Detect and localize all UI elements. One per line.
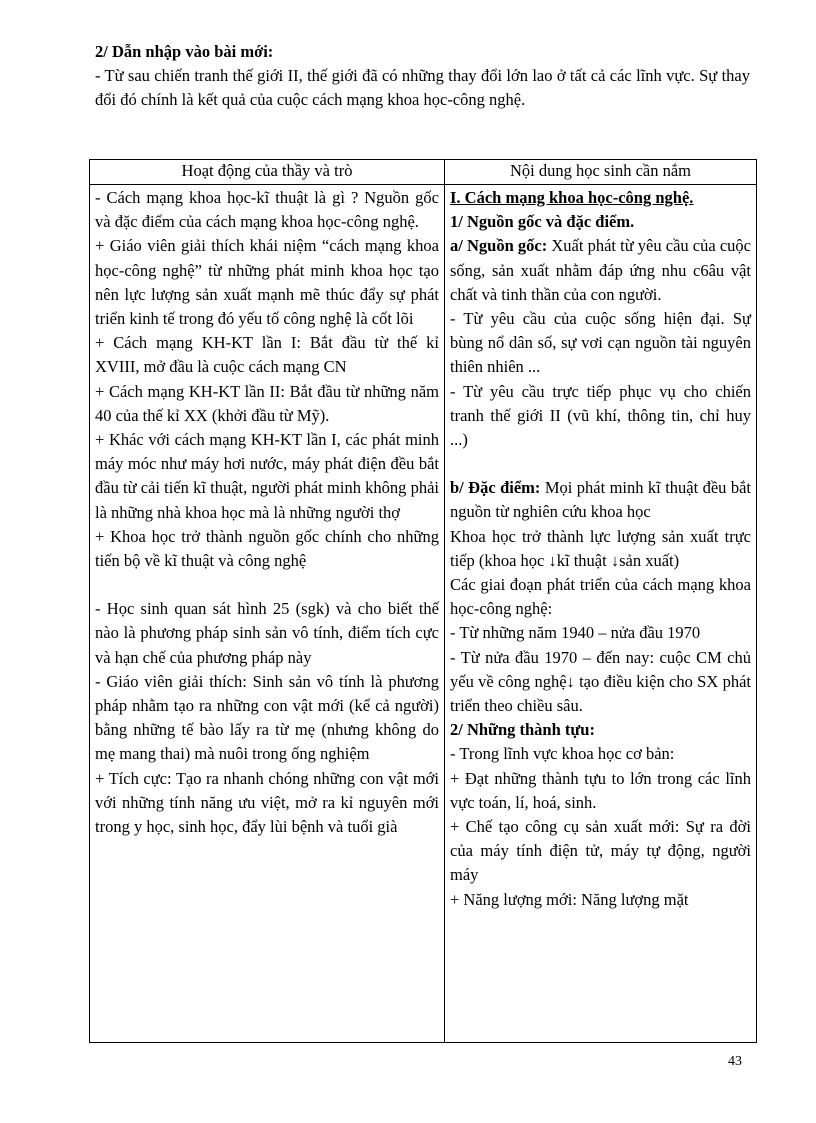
left-paragraph: + Cách mạng KH-KT lần I: Bắt đầu từ thế kỉ XVIII, mở đầu là cuộc cách mạng CN (95, 333, 439, 377)
table-header-row (90, 160, 757, 185)
subsection-title-origin: 1/ Nguồn gốc và đặc điểm. (450, 212, 635, 232)
header-teacher-activity: Hoạt động của thầy và trò (90, 160, 445, 185)
right-paragraph: - Trong lĩnh vực khoa học cơ bản: (450, 744, 675, 764)
feature-label: b/ Đặc điểm: (450, 478, 541, 498)
spacer (450, 452, 751, 476)
left-paragraph: - Giáo viên giải thích: Sinh sản vô tính là phương pháp nhằm tạo ra những con vật mới (kể cả người) bằng những tế bào lấy ra từ mẹ (nhưng không do mẹ mang thai) mà nuôi trong ống nghiệm (95, 671, 439, 764)
right-paragraph: - Từ yêu cầu trực tiếp phục vụ cho chiến tranh thế giới II (vũ khí, thông tin, chỉ huy ...) (450, 381, 751, 450)
origin-label: a/ Nguồn gốc: (450, 236, 548, 256)
left-paragraph: + Khoa học trở thành nguồn gốc chính cho những tiến bộ về kĩ thuật và công nghệ (95, 526, 439, 571)
left-paragraph: + Cách mạng KH-KT lần II: Bắt đầu từ những năm 40 của thế kỉ XX (khởi đầu từ Mỹ). (95, 381, 439, 425)
right-paragraph: Khoa học trở thành lực lượng sản xuất trực tiếp (khoa học ↓kĩ thuật ↓sản xuất) (450, 526, 751, 570)
left-paragraph: - Cách mạng khoa học-kĩ thuật là gì ? Nguồn gốc và đặc điểm của cách mạng khoa học-công nghệ. (95, 188, 439, 232)
intro-section (95, 40, 750, 112)
left-paragraph: + Giáo viên giải thích khái niệm “cách mạng khoa học-công nghệ” từ những phát minh khoa học tạo nên lực lượng sản xuất mạnh mẽ thúc đẩy sự phát triển kinh tế trong đó yếu tố công nghệ là cốt lõi (95, 236, 439, 329)
feature-paragraph (450, 476, 751, 524)
left-paragraph: + Tích cực: Tạo ra nhanh chóng những con vật mới với những tính năng ưu việt, mở ra kỉ nguyên mới trong y học, sinh học, đẩy lùi bệnh và tuổi già (95, 768, 439, 837)
left-column (90, 185, 445, 1043)
left-paragraph: - Học sinh quan sát hình 25 (sgk) và cho biết thế nào là phương pháp sinh sản vô tính, điểm tích cực và hạn chế của phương pháp này (95, 599, 439, 667)
right-paragraph: - Từ nửa đầu 1970 – đến nay: cuộc CM chủ yếu về công nghệ↓ tạo điều kiện cho SX phát triển theo chiều sâu. (450, 647, 751, 716)
header-student-content: Nội dung học sinh cần nắm (445, 160, 757, 185)
right-paragraph: + Chế tạo công cụ sản xuất mới: Sự ra đời của máy tính điện tử, máy tự động, người máy (450, 817, 751, 885)
intro-heading: 2/ Dẫn nhập vào bài mới: (95, 42, 274, 61)
intro-paragraph: - Từ sau chiến tranh thế giới II, thế giới đã có những thay đổi lớn lao ở tất cả các lĩnh vực. Sự thay đổi đó chính là kết quả của cuộc cách mạng khoa học-công nghệ. (95, 66, 750, 109)
lesson-table (89, 159, 757, 1043)
origin-text: Xuất phát từ yêu cầu của cuộc sống, sản xuất nhằm đáp ứng nhu c6âu vật chất và tinh thần của con người. (450, 236, 752, 304)
origin-paragraph (450, 234, 751, 307)
right-paragraph: Các giai đoạn phát triển của cách mạng khoa học-công nghệ: (450, 575, 751, 619)
subsection-title-achievements: 2/ Những thành tựu: (450, 720, 595, 740)
left-paragraph: + Khác với cách mạng KH-KT lần I, các phát minh máy móc như máy hơi nước, máy phát điện đều bắt đầu từ cải tiến kĩ thuật, người phát minh không phải là những nhà khoa học mà là những người thợ (95, 430, 439, 522)
page-number: 43 (728, 1054, 742, 1069)
section-title: I. Cách mạng khoa học-công nghệ. (450, 188, 694, 207)
right-paragraph: + Đạt những thành tựu to lớn trong các lĩnh vực toán, lí, hoá, sinh. (450, 768, 751, 812)
spacer (95, 573, 439, 597)
table-row (90, 185, 757, 1043)
right-paragraph: - Từ những năm 1940 – nửa đầu 1970 (450, 623, 701, 643)
right-column (445, 185, 757, 1043)
feature-text: Mọi phát minh kĩ thuật đều bắt nguồn từ nghiên cứu khoa học (450, 478, 752, 522)
right-paragraph: - Từ yêu cầu của cuộc sống hiện đại. Sự bùng nổ dân số, sự vơi cạn nguồn tài nguyên thiên nhiên ... (450, 309, 751, 377)
right-paragraph: + Năng lượng mới: Năng lượng mặt (450, 889, 689, 909)
